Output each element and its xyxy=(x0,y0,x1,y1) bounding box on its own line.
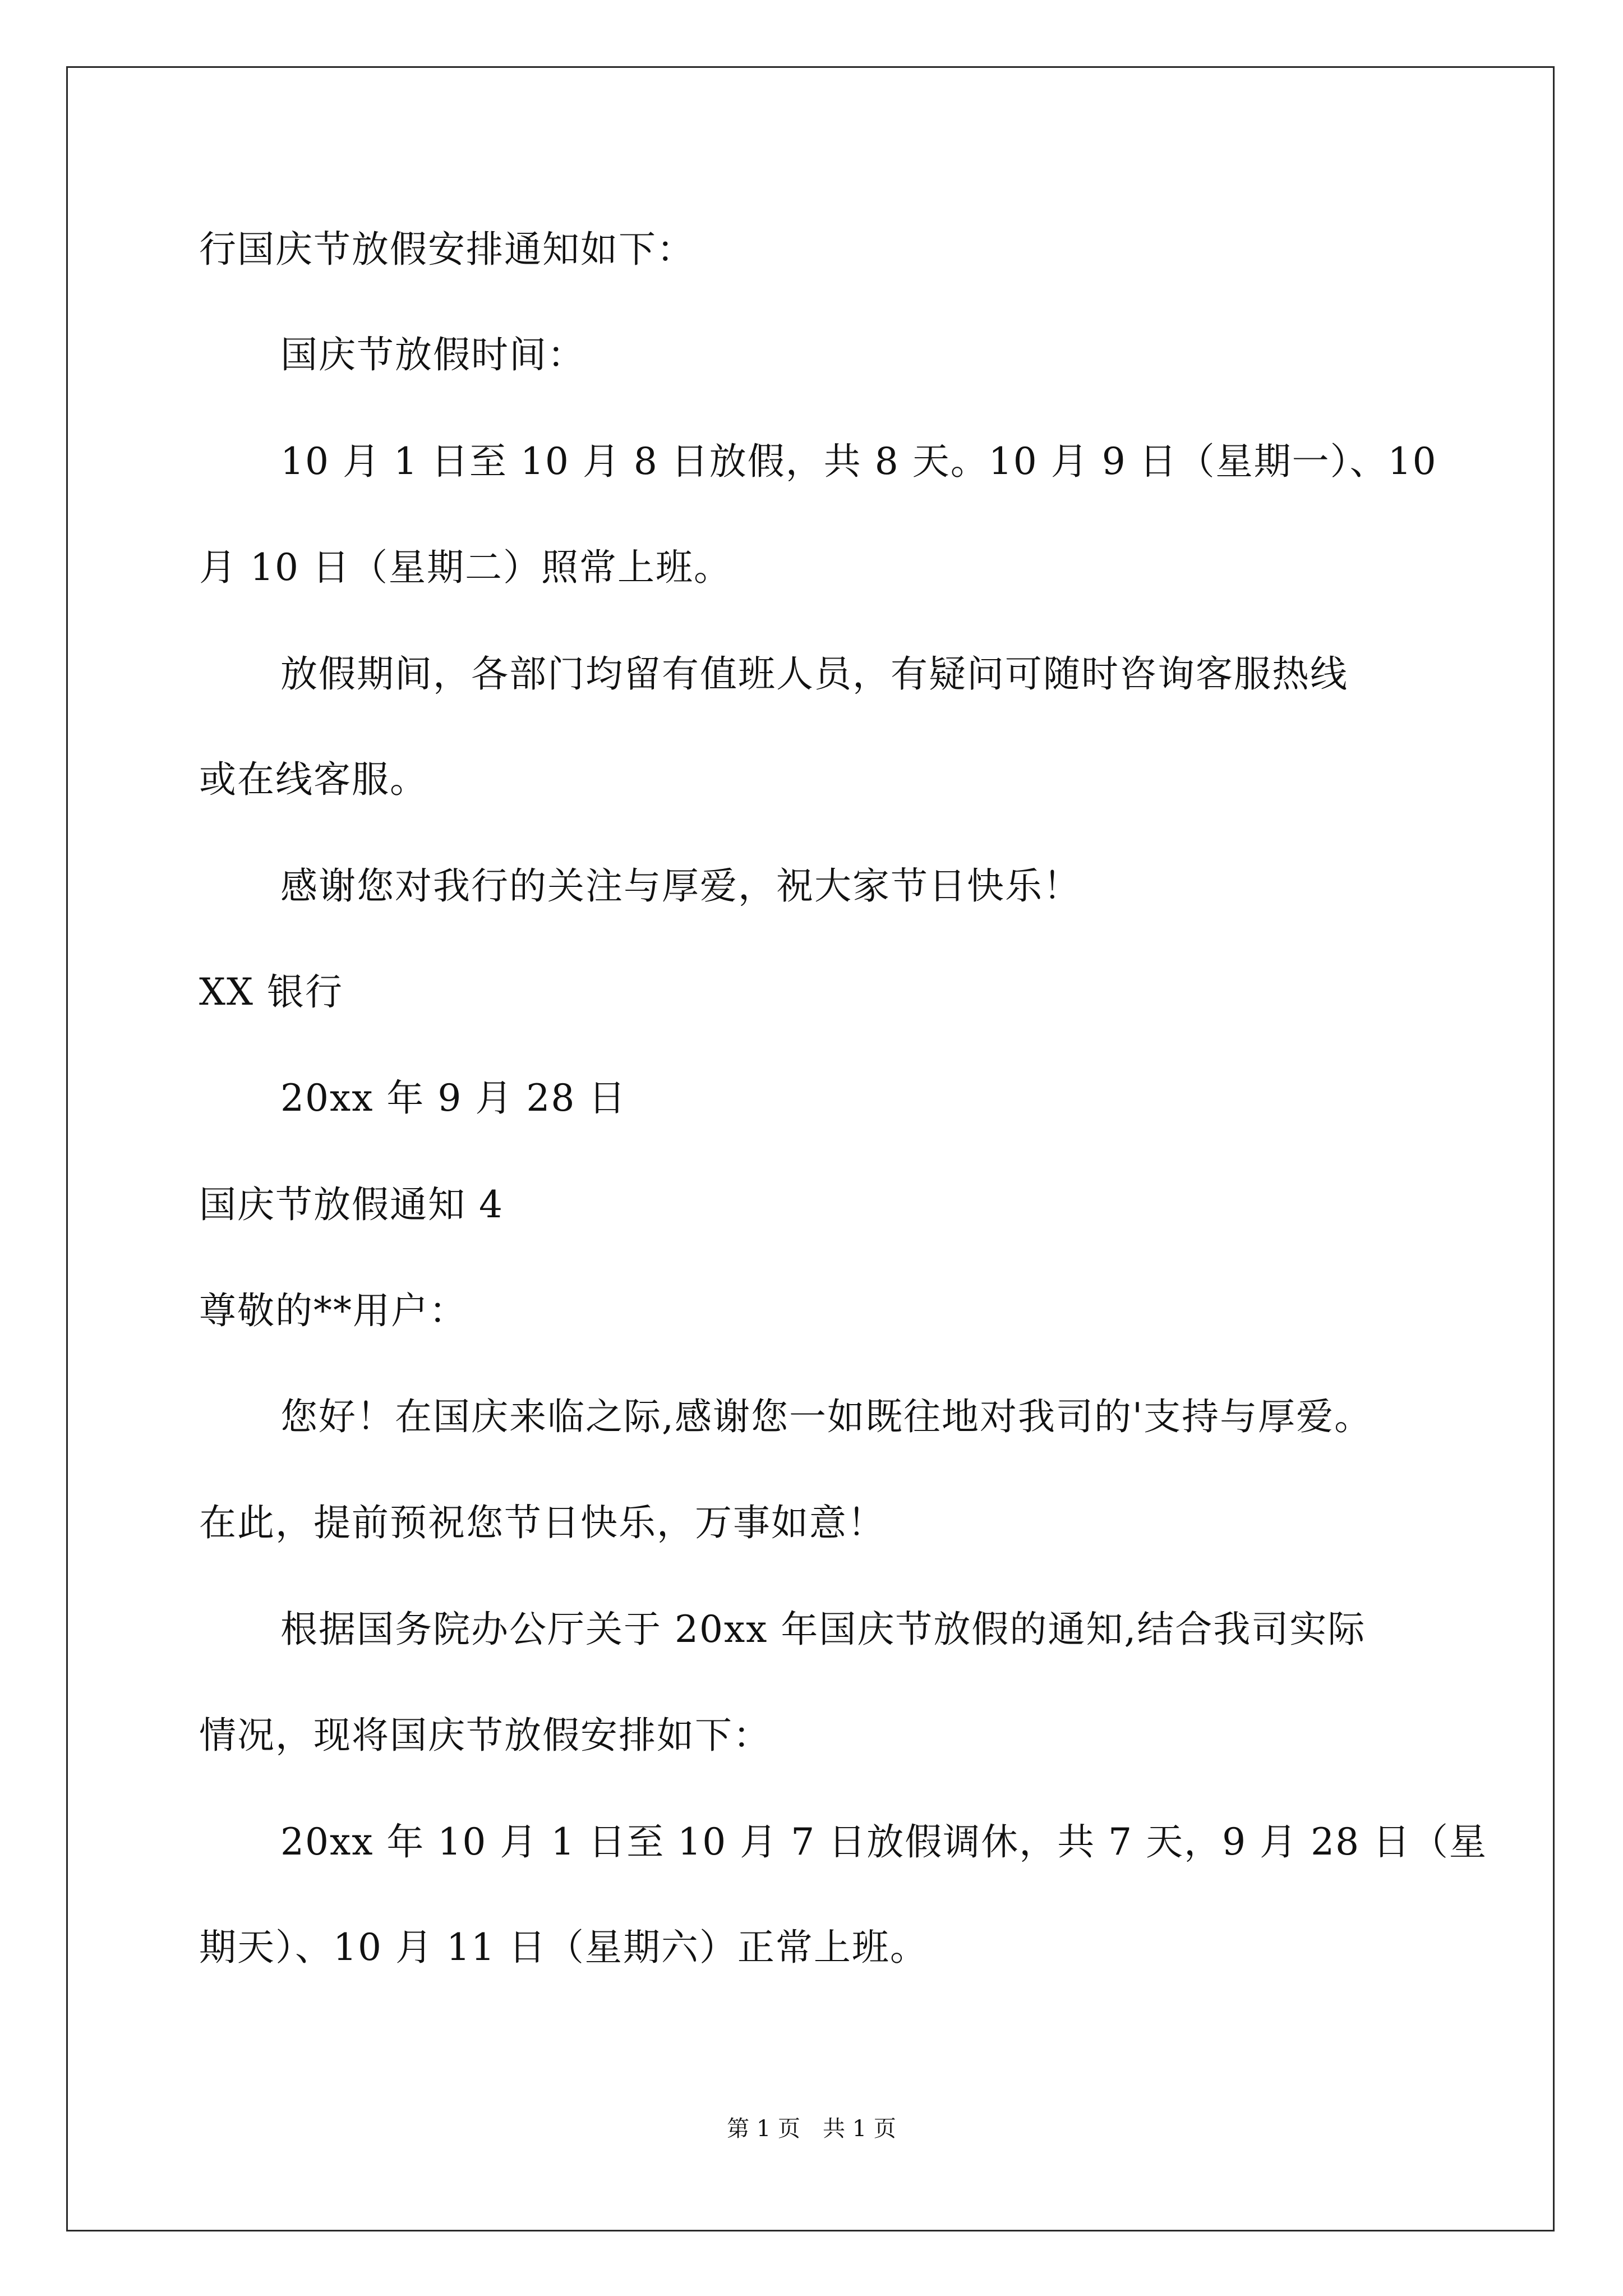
page-border xyxy=(66,66,1555,2231)
signature-bank: XX 银行 xyxy=(199,970,343,1014)
text-line-17: 期天）、10 月 11 日（星期六）正常上班。 xyxy=(199,1926,928,1969)
text-line-6: 或在线客服。 xyxy=(199,758,428,801)
text-line-2: 国庆节放假时间： xyxy=(280,333,585,376)
section-title: 国庆节放假通知 4 xyxy=(199,1183,504,1226)
text-line-5: 放假期间，各部门均留有值班人员，有疑问可随时咨询客服热线 xyxy=(280,652,1348,696)
text-line-7: 感谢您对我行的关注与厚爱，祝大家节日快乐！ xyxy=(280,864,1081,908)
text-line-4: 月 10 日（星期二）照常上班。 xyxy=(199,546,732,589)
text-line-1: 行国庆节放假安排通知如下： xyxy=(199,228,695,271)
text-line-16: 20xx 年 10 月 1 日至 10 月 7 日放假调休，共 7 天，9 月 28 日（星 xyxy=(280,1820,1488,1864)
signature-date: 20xx 年 9 月 28 日 xyxy=(280,1076,627,1120)
text-line-14: 根据国务院办公厅关于 20xx 年国庆节放假的通知,结合我司实际 xyxy=(280,1608,1366,1651)
salutation: 尊敬的**用户： xyxy=(199,1289,467,1332)
text-line-13: 在此，提前预祝您节日快乐，万事如意！ xyxy=(199,1501,886,1544)
text-line-15: 情况，现将国庆节放假安排如下： xyxy=(199,1714,771,1757)
text-line-3: 10 月 1 日至 10 月 8 日放假，共 8 天。10 月 9 日（星期一）、10 xyxy=(280,440,1437,483)
page-footer: 第 1 页 共 1 页 xyxy=(727,2116,896,2142)
text-line-12: 您好！在国庆来临之际,感谢您一如既往地对我司的'支持与厚爱。 xyxy=(280,1395,1373,1438)
